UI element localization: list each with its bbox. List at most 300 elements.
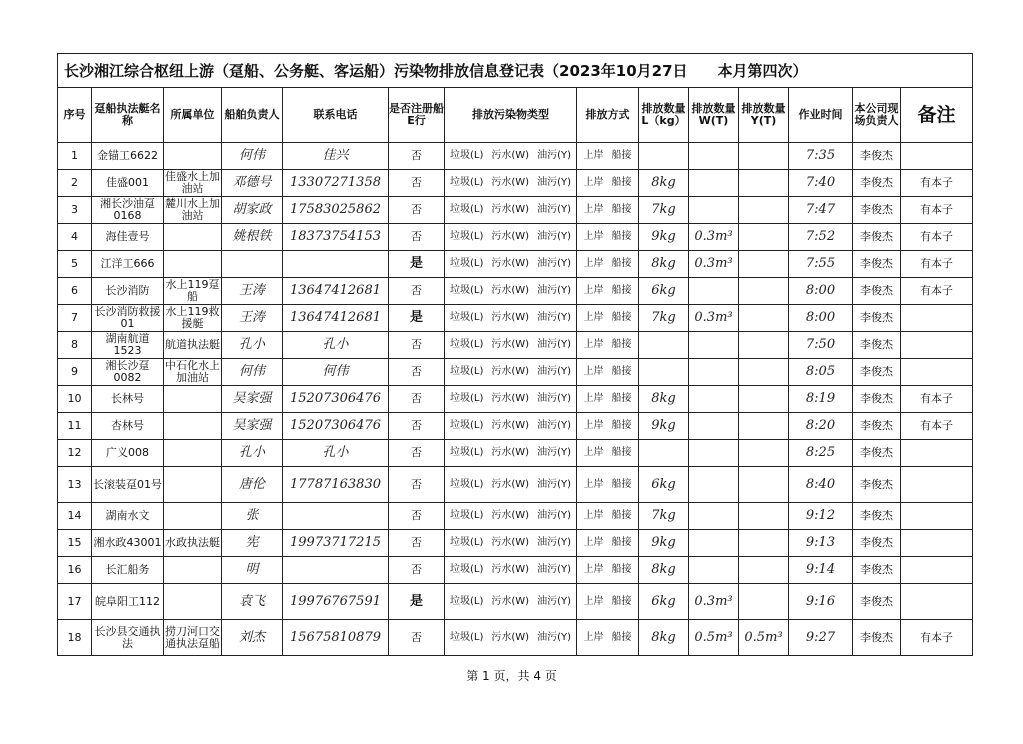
amount-l — [639, 359, 689, 386]
vessel-name: 湘长沙趸0082 — [92, 359, 164, 386]
registered-flag: 否 — [389, 278, 445, 305]
sewage-option: 污水(W) — [491, 631, 530, 643]
amount-w — [689, 530, 739, 557]
oil-option: 油污(Y) — [537, 285, 571, 296]
amount-l: 8kg — [639, 170, 689, 197]
garbage-option: 垃圾(L) — [450, 510, 484, 521]
shore-option: 上岸 — [583, 447, 604, 458]
pollutant-type-options — [445, 170, 577, 197]
registered-flag: 否 — [389, 332, 445, 359]
person-in-charge: 王涛 — [222, 305, 283, 332]
sewage-option: 污水(W) — [491, 204, 530, 215]
person-in-charge: 张 — [222, 503, 283, 530]
amount-y — [739, 305, 789, 332]
oil-option: 油污(Y) — [537, 366, 571, 377]
column-header: 船舶负责人 — [222, 88, 283, 143]
table-row — [58, 584, 973, 620]
phone-number: 孔小 — [283, 440, 389, 467]
amount-w — [689, 386, 739, 413]
page-footer: 第 1 页，共 4 页 — [466, 669, 557, 683]
column-header: 作业时间 — [789, 88, 853, 143]
page-title: 长沙湘江综合枢纽上游（趸船、公务艇、客运船）污染物排放信息登记表（2023年10月27日 本月第四次） — [58, 54, 973, 88]
table-row — [58, 305, 973, 332]
pollutant-type-options — [445, 251, 577, 278]
discharge-method-options — [577, 386, 639, 413]
owner-unit: 佳盛水上加油站 — [165, 170, 220, 195]
garbage-option: 垃圾(L) — [450, 285, 484, 296]
remark — [901, 143, 973, 170]
table-row — [58, 440, 973, 467]
registered-flag: 否 — [389, 170, 445, 197]
owner-unit: 水上119趸船 — [165, 278, 220, 303]
oil-option: 油污(Y) — [537, 204, 571, 215]
column-header: 是否注册船E行 — [389, 88, 445, 143]
remark: 有本子 — [901, 170, 973, 197]
shore-option: 上岸 — [583, 595, 604, 607]
work-time: 8:19 — [789, 386, 853, 413]
vessel-name: 湖南航道1523 — [92, 332, 164, 359]
pollutant-table — [57, 53, 973, 656]
registered-flag: 是 — [389, 305, 445, 332]
shore-option: 上岸 — [583, 258, 604, 269]
phone-number: 15207306476 — [283, 413, 389, 440]
oil-option: 油污(Y) — [537, 177, 571, 188]
pollutant-type-options — [445, 143, 577, 170]
person-in-charge: 孔小 — [222, 332, 283, 359]
work-time: 8:00 — [789, 305, 853, 332]
sewage-option: 污水(W) — [491, 537, 530, 548]
amount-y — [739, 143, 789, 170]
garbage-option: 垃圾(L) — [450, 231, 484, 242]
table-row — [58, 530, 973, 557]
ship-option: 船接 — [611, 564, 632, 575]
registration-sheet — [57, 53, 972, 656]
row-number: 8 — [58, 332, 92, 359]
registered-flag: 否 — [389, 386, 445, 413]
pollutant-type-options — [445, 530, 577, 557]
column-header: 备注 — [901, 88, 973, 143]
amount-l: 9kg — [639, 224, 689, 251]
discharge-method-options — [577, 278, 639, 305]
amount-w: 0.3m³ — [689, 224, 739, 251]
column-header: 所属单位 — [164, 88, 222, 143]
row-number: 2 — [58, 170, 92, 197]
person-in-charge: 宪 — [222, 530, 283, 557]
sewage-option: 污水(W) — [491, 177, 530, 188]
person-in-charge: 刘杰 — [222, 620, 283, 656]
ship-option: 船接 — [611, 366, 632, 377]
sewage-option: 污水(W) — [491, 231, 530, 242]
remark: 有本子 — [901, 386, 973, 413]
owner-unit — [164, 224, 222, 251]
remark: 有本子 — [901, 251, 973, 278]
remark: 有本子 — [901, 224, 973, 251]
registered-flag: 否 — [389, 413, 445, 440]
work-time: 8:25 — [789, 440, 853, 467]
amount-y — [739, 359, 789, 386]
remark — [901, 503, 973, 530]
amount-y — [739, 251, 789, 278]
column-header: 序号 — [58, 88, 92, 143]
row-number: 5 — [58, 251, 92, 278]
ship-option: 船接 — [611, 510, 632, 521]
ship-option: 船接 — [611, 478, 632, 490]
amount-w — [689, 467, 739, 503]
row-number: 11 — [58, 413, 92, 440]
vessel-name: 金锚工6622 — [92, 143, 164, 170]
registered-flag: 否 — [389, 557, 445, 584]
discharge-method-options — [577, 584, 639, 620]
oil-option: 油污(Y) — [537, 595, 571, 607]
registered-flag: 是 — [389, 251, 445, 278]
phone-number: 孔小 — [283, 332, 389, 359]
amount-w — [689, 503, 739, 530]
ship-option: 船接 — [611, 231, 632, 242]
work-time: 8:00 — [789, 278, 853, 305]
ship-option: 船接 — [611, 447, 632, 458]
remark: 有本子 — [901, 413, 973, 440]
sewage-option: 污水(W) — [491, 447, 530, 458]
sewage-option: 污水(W) — [491, 339, 530, 350]
amount-l — [639, 332, 689, 359]
table-row — [58, 197, 973, 224]
row-number: 16 — [58, 557, 92, 584]
remark: 有本子 — [901, 197, 973, 224]
garbage-option: 垃圾(L) — [450, 447, 484, 458]
phone-number: 13307271358 — [283, 170, 389, 197]
oil-option: 油污(Y) — [537, 631, 571, 643]
amount-y — [739, 503, 789, 530]
owner-unit: 麓川水上加油站 — [165, 197, 220, 222]
column-header: 趸船执法艇名称 — [92, 88, 164, 143]
vessel-name: 湘长沙油趸0168 — [92, 197, 164, 224]
work-time: 7:52 — [789, 224, 853, 251]
garbage-option: 垃圾(L) — [450, 339, 484, 350]
shore-option: 上岸 — [583, 177, 604, 188]
remark — [901, 557, 973, 584]
sewage-option: 污水(W) — [491, 420, 530, 431]
ship-option: 船接 — [611, 537, 632, 548]
table-row — [58, 620, 973, 656]
site-lead: 李俊杰 — [853, 278, 901, 305]
registered-flag: 否 — [389, 143, 445, 170]
owner-unit — [164, 557, 222, 584]
sewage-option: 污水(W) — [491, 312, 530, 323]
site-lead: 李俊杰 — [853, 557, 901, 584]
remark — [901, 359, 973, 386]
shore-option: 上岸 — [583, 420, 604, 431]
amount-l: 7kg — [639, 197, 689, 224]
row-number: 9 — [58, 359, 92, 386]
shore-option: 上岸 — [583, 204, 604, 215]
owner-unit — [164, 386, 222, 413]
phone-number: 18373754153 — [283, 224, 389, 251]
work-time: 9:14 — [789, 557, 853, 584]
amount-y — [739, 413, 789, 440]
vessel-name: 皖阜阳工112 — [92, 584, 164, 620]
owner-unit: 航道执法艇 — [164, 332, 222, 359]
site-lead: 李俊杰 — [853, 143, 901, 170]
pollutant-type-options — [445, 413, 577, 440]
oil-option: 油污(Y) — [537, 564, 571, 575]
site-lead: 李俊杰 — [853, 305, 901, 332]
amount-w — [689, 359, 739, 386]
amount-w — [689, 332, 739, 359]
table-row — [58, 413, 973, 440]
registered-flag: 是 — [389, 584, 445, 620]
shore-option: 上岸 — [583, 312, 604, 323]
person-in-charge: 何伟 — [222, 359, 283, 386]
amount-y — [739, 332, 789, 359]
amount-l: 8kg — [639, 620, 689, 656]
owner-unit: 中石化水上加油站 — [165, 359, 220, 384]
amount-y — [739, 440, 789, 467]
owner-unit — [164, 440, 222, 467]
column-header: 排放数量L（kg） — [639, 88, 689, 143]
phone-number — [283, 503, 389, 530]
person-in-charge: 何伟 — [222, 143, 283, 170]
registered-flag: 否 — [389, 530, 445, 557]
amount-y — [739, 278, 789, 305]
table-row — [58, 359, 973, 386]
discharge-method-options — [577, 143, 639, 170]
garbage-option: 垃圾(L) — [450, 595, 484, 607]
column-header: 排放数量W(T) — [689, 88, 739, 143]
discharge-method-options — [577, 170, 639, 197]
person-in-charge: 胡家政 — [222, 197, 283, 224]
shore-option: 上岸 — [583, 631, 604, 643]
sewage-option: 污水(W) — [491, 393, 530, 404]
registered-flag: 否 — [389, 359, 445, 386]
column-header: 本公司现场负责人 — [853, 88, 901, 143]
work-time: 9:13 — [789, 530, 853, 557]
site-lead: 李俊杰 — [853, 530, 901, 557]
amount-w — [689, 278, 739, 305]
sewage-option: 污水(W) — [491, 478, 530, 490]
shore-option: 上岸 — [583, 478, 604, 490]
site-lead: 李俊杰 — [853, 197, 901, 224]
discharge-method-options — [577, 359, 639, 386]
remark: 有本子 — [901, 278, 973, 305]
person-in-charge — [222, 251, 283, 278]
garbage-option: 垃圾(L) — [450, 258, 484, 269]
amount-w — [689, 413, 739, 440]
shore-option: 上岸 — [583, 366, 604, 377]
garbage-option: 垃圾(L) — [450, 312, 484, 323]
ship-option: 船接 — [611, 204, 632, 215]
phone-number: 何伟 — [283, 359, 389, 386]
ship-option: 船接 — [611, 393, 632, 404]
table-row — [58, 386, 973, 413]
garbage-option: 垃圾(L) — [450, 204, 484, 215]
person-in-charge: 邓德号 — [222, 170, 283, 197]
table-row — [58, 278, 973, 305]
sewage-option: 污水(W) — [491, 258, 530, 269]
site-lead: 李俊杰 — [853, 440, 901, 467]
site-lead: 李俊杰 — [853, 251, 901, 278]
pollutant-type-options — [445, 386, 577, 413]
table-row — [58, 332, 973, 359]
amount-y — [739, 557, 789, 584]
row-number: 4 — [58, 224, 92, 251]
amount-w: 0.3m³ — [689, 584, 739, 620]
amount-l: 9kg — [639, 530, 689, 557]
table-row — [58, 251, 973, 278]
ship-option: 船接 — [611, 312, 632, 323]
row-number: 18 — [58, 620, 92, 656]
phone-number — [283, 251, 389, 278]
ship-option: 船接 — [611, 339, 632, 350]
phone-number: 13647412681 — [283, 278, 389, 305]
pollutant-type-options — [445, 224, 577, 251]
oil-option: 油污(Y) — [537, 447, 571, 458]
discharge-method-options — [577, 251, 639, 278]
ship-option: 船接 — [611, 595, 632, 607]
shore-option: 上岸 — [583, 510, 604, 521]
vessel-name: 长沙消防 — [92, 278, 164, 305]
row-number: 3 — [58, 197, 92, 224]
column-header: 联系电话 — [283, 88, 389, 143]
ship-option: 船接 — [611, 420, 632, 431]
discharge-method-options — [577, 332, 639, 359]
amount-l: 6kg — [639, 278, 689, 305]
person-in-charge: 明 — [222, 557, 283, 584]
oil-option: 油污(Y) — [537, 537, 571, 548]
site-lead: 李俊杰 — [853, 224, 901, 251]
amount-y — [739, 584, 789, 620]
table-row — [58, 224, 973, 251]
work-time: 9:16 — [789, 584, 853, 620]
ship-option: 船接 — [611, 631, 632, 643]
table-row — [58, 503, 973, 530]
amount-w — [689, 197, 739, 224]
garbage-option: 垃圾(L) — [450, 631, 484, 643]
oil-option: 油污(Y) — [537, 231, 571, 242]
owner-unit — [164, 143, 222, 170]
amount-y — [739, 530, 789, 557]
row-number: 7 — [58, 305, 92, 332]
site-lead: 李俊杰 — [853, 386, 901, 413]
work-time: 7:55 — [789, 251, 853, 278]
person-in-charge: 王涛 — [222, 278, 283, 305]
column-header: 排放数量Y(T) — [739, 88, 789, 143]
person-in-charge: 姚根铁 — [222, 224, 283, 251]
shore-option: 上岸 — [583, 537, 604, 548]
phone-number: 17787163830 — [283, 467, 389, 503]
row-number: 1 — [58, 143, 92, 170]
table-row — [58, 467, 973, 503]
site-lead: 李俊杰 — [853, 332, 901, 359]
remark: 有本子 — [901, 620, 973, 656]
vessel-name: 长林号 — [92, 386, 164, 413]
row-number: 13 — [58, 467, 92, 503]
owner-unit: 捞刀河口交通执法趸船 — [164, 620, 222, 656]
site-lead: 李俊杰 — [853, 467, 901, 503]
shore-option: 上岸 — [583, 393, 604, 404]
amount-l: 7kg — [639, 503, 689, 530]
shore-option: 上岸 — [583, 285, 604, 296]
oil-option: 油污(Y) — [537, 150, 571, 161]
vessel-name: 湖南水文 — [92, 503, 164, 530]
site-lead: 李俊杰 — [853, 359, 901, 386]
oil-option: 油污(Y) — [537, 339, 571, 350]
phone-number: 佳兴 — [283, 143, 389, 170]
pollutant-type-options — [445, 305, 577, 332]
pollutant-type-options — [445, 332, 577, 359]
oil-option: 油污(Y) — [537, 420, 571, 431]
remark — [901, 467, 973, 503]
remark — [901, 440, 973, 467]
work-time: 8:05 — [789, 359, 853, 386]
amount-l: 7kg — [639, 305, 689, 332]
ship-option: 船接 — [611, 285, 632, 296]
owner-unit: 水上119救援艇 — [165, 305, 220, 330]
vessel-name: 广义008 — [92, 440, 164, 467]
work-time: 8:40 — [789, 467, 853, 503]
registered-flag: 否 — [389, 503, 445, 530]
registered-flag: 否 — [389, 197, 445, 224]
amount-y — [739, 386, 789, 413]
pollutant-type-options — [445, 503, 577, 530]
owner-unit — [164, 413, 222, 440]
phone-number: 15675810879 — [283, 620, 389, 656]
owner-unit — [164, 503, 222, 530]
amount-w — [689, 170, 739, 197]
amount-w — [689, 143, 739, 170]
pollutant-type-options — [445, 197, 577, 224]
garbage-option: 垃圾(L) — [450, 478, 484, 490]
ship-option: 船接 — [611, 258, 632, 269]
vessel-name: 湘水政43001 — [92, 530, 164, 557]
ship-option: 船接 — [611, 177, 632, 188]
oil-option: 油污(Y) — [537, 393, 571, 404]
row-number: 6 — [58, 278, 92, 305]
row-number: 10 — [58, 386, 92, 413]
vessel-name: 长汇船务 — [92, 557, 164, 584]
sewage-option: 污水(W) — [491, 510, 530, 521]
garbage-option: 垃圾(L) — [450, 420, 484, 431]
amount-l: 9kg — [639, 413, 689, 440]
amount-w: 0.3m³ — [689, 305, 739, 332]
discharge-method-options — [577, 467, 639, 503]
discharge-method-options — [577, 224, 639, 251]
discharge-method-options — [577, 413, 639, 440]
registered-flag: 否 — [389, 440, 445, 467]
sewage-option: 污水(W) — [491, 564, 530, 575]
phone-number: 17583025862 — [283, 197, 389, 224]
amount-y: 0.5m³ — [739, 620, 789, 656]
amount-l — [639, 143, 689, 170]
registered-flag: 否 — [389, 467, 445, 503]
column-header: 排放方式 — [577, 88, 639, 143]
pollutant-type-options — [445, 278, 577, 305]
amount-w — [689, 440, 739, 467]
owner-unit — [164, 251, 222, 278]
discharge-method-options — [577, 503, 639, 530]
amount-l: 8kg — [639, 557, 689, 584]
garbage-option: 垃圾(L) — [450, 564, 484, 575]
site-lead: 李俊杰 — [853, 620, 901, 656]
work-time: 7:50 — [789, 332, 853, 359]
discharge-method-options — [577, 305, 639, 332]
work-time: 7:35 — [789, 143, 853, 170]
shore-option: 上岸 — [583, 231, 604, 242]
remark — [901, 530, 973, 557]
oil-option: 油污(Y) — [537, 312, 571, 323]
person-in-charge: 吴家强 — [222, 386, 283, 413]
amount-y — [739, 467, 789, 503]
oil-option: 油污(Y) — [537, 510, 571, 521]
